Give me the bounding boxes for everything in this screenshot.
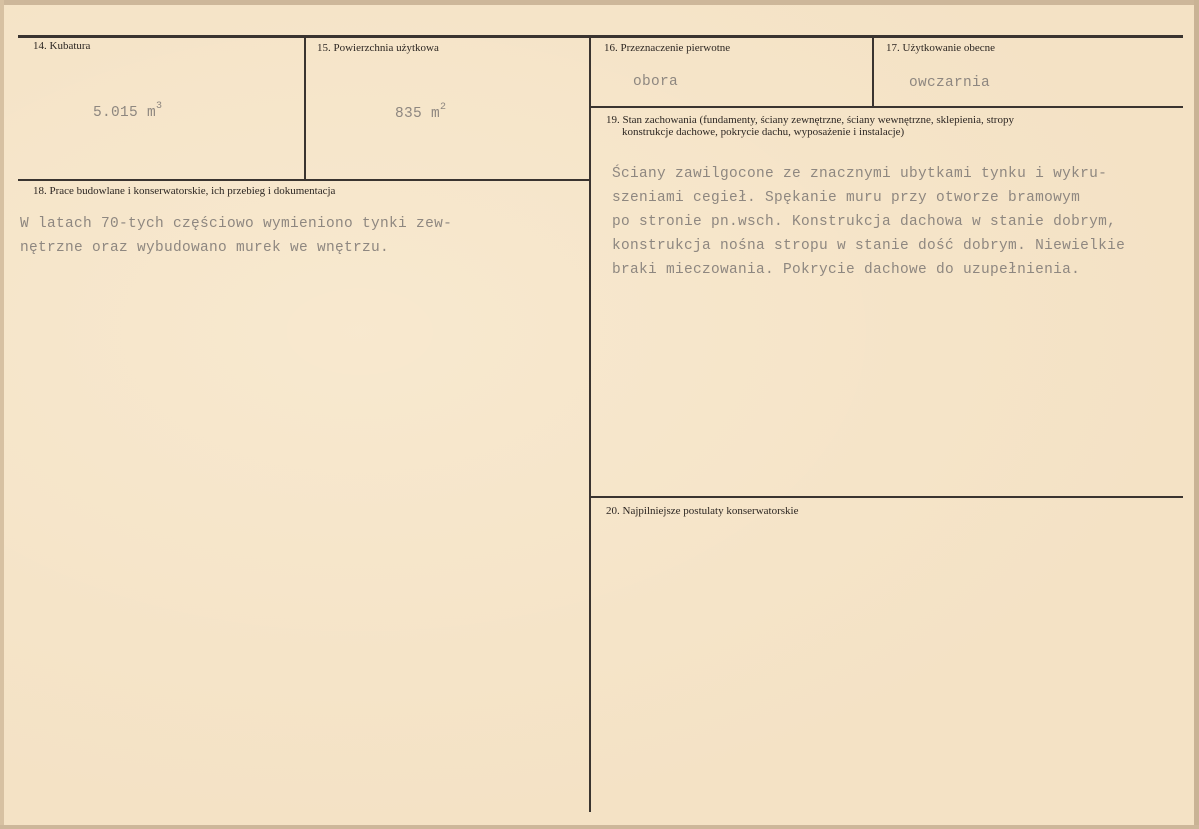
top-rule [18,35,1183,38]
stan-text [612,162,1125,282]
powierzchnia-unit-exponent: 2 [440,102,447,113]
postulaty-label: 20. Najpilniejsze postulaty konserwatorskie [606,505,799,517]
stan-text-line: po stronie pn.wsch. Konstrukcja dachowa w stanie dobrym, [612,214,1117,230]
main-divider [589,37,591,812]
kubatura-label: 14. Kubatura [33,40,91,52]
uzytkowanie-value: owczarnia [909,75,991,91]
card-edge-left [0,0,4,829]
kubatura-unit-exponent: 3 [156,101,163,112]
rule-under-14-15 [18,179,590,181]
prace-text [20,212,452,260]
stan-text-line: Ściany zawilgocone ze znacznymi ubytkami tynku i wykru- [612,166,1108,182]
stan-text-line: szeniami cegieł. Spękanie muru przy otworze bramowym [612,190,1081,206]
powierzchnia-value-text: 835 m [395,105,441,122]
powierzchnia-label: 15. Powierzchnia użytkowa [317,42,439,54]
prace-label: 18. Prace budowlane i konserwatorskie, ich przebieg i dokumentacja [33,185,336,197]
stan-label-line1: 19. Stan zachowania (fundamenty, ściany zewnętrzne, ściany wewnętrzne, sklepienia, stropy [606,114,1014,126]
divider-14-15 [304,37,306,180]
przeznaczenie-label: 16. Przeznaczenie pierwotne [604,42,731,54]
przeznaczenie-value: obora [633,74,679,90]
prace-text-line: W latach 70-tych częściowo wymieniono tynki zew- [20,216,453,232]
uzytkowanie-label: 17. Użytkowanie obecne [886,42,996,54]
card-edge-right [1194,0,1199,829]
prace-text-line: nętrzne oraz wybudowano murek we wnętrzu. [20,240,390,256]
stan-text-line: braki mieczowania. Pokrycie dachowe do uzupełnienia. [612,262,1081,278]
divider-16-17 [872,37,874,107]
stan-label-line2: konstrukcje dachowe, pokrycie dachu, wyposażenie i instalacje) [622,126,905,138]
rule-under-19 [591,496,1183,498]
stan-text-line: konstrukcja nośna stropu w stanie dość dobrym. Niewielkie [612,238,1126,254]
kubatura-value-text: 5.015 m [93,104,157,121]
powierzchnia-value [395,104,446,122]
rule-under-16-17 [591,106,1183,108]
card-edge-top [0,0,1199,5]
card-edge-bottom [0,825,1199,829]
kubatura-value [93,103,162,121]
